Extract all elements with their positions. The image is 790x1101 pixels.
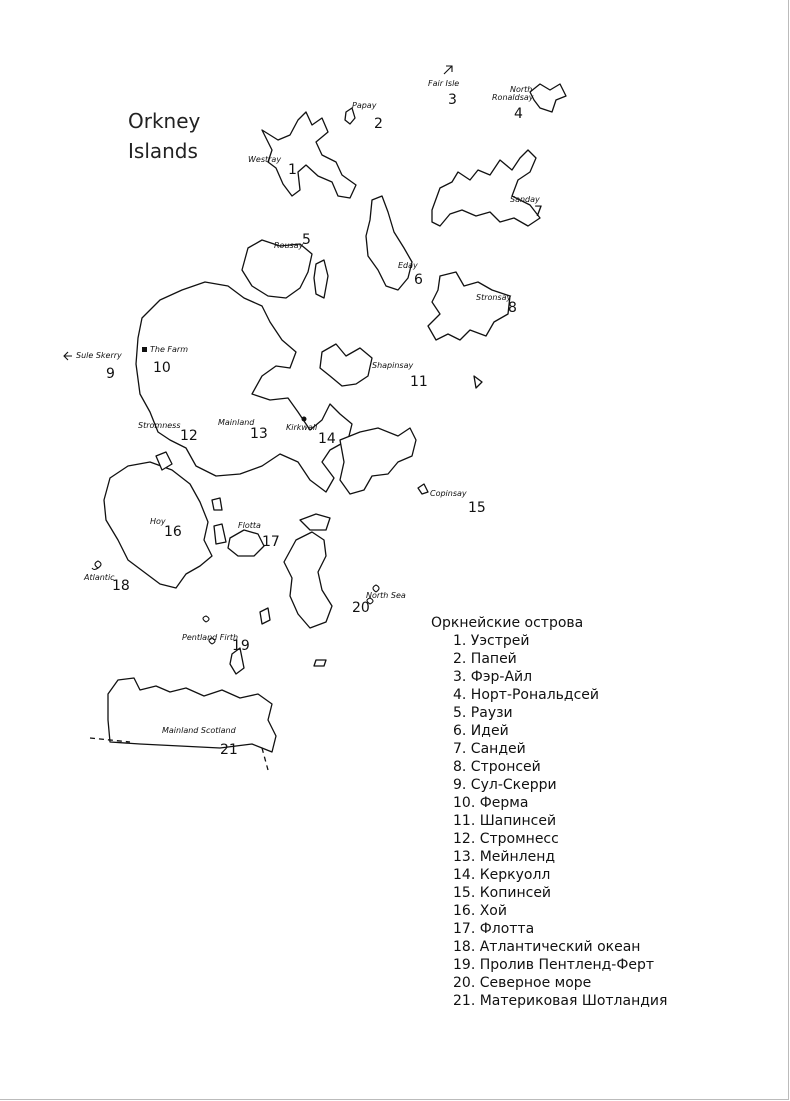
num-sule-skerry: 9 bbox=[106, 366, 115, 382]
atlantic-swirl-icon bbox=[92, 561, 101, 570]
num-hoy: 16 bbox=[164, 524, 182, 540]
legend-item: 11. Шапинсей bbox=[453, 813, 557, 829]
legend-item: 3. Фэр-Айл bbox=[453, 669, 533, 685]
scotland-dashed-east bbox=[262, 748, 268, 770]
num-mainland-scotland: 21 bbox=[220, 742, 238, 758]
kirkwall-marker-icon bbox=[302, 417, 307, 422]
label-kirkwall: Kirkwall bbox=[286, 423, 318, 432]
flotta-island bbox=[228, 530, 264, 556]
small-west-isle bbox=[214, 524, 226, 544]
label-north-ronaldsay-1: North bbox=[510, 85, 533, 94]
label-stronsay: Stronsay bbox=[476, 293, 512, 302]
small-south-isle bbox=[314, 660, 326, 666]
legend-list bbox=[431, 632, 667, 1010]
east-mainland bbox=[340, 428, 416, 494]
small-east-isle bbox=[474, 376, 482, 388]
num-eday: 6 bbox=[414, 272, 423, 288]
map-title-line1: Orkney bbox=[128, 109, 201, 133]
legend-item: 2. Папей bbox=[453, 651, 517, 667]
num-shapinsay: 11 bbox=[410, 374, 428, 390]
num-fair-isle: 3 bbox=[448, 92, 457, 108]
label-rousay: Rousay bbox=[274, 241, 304, 250]
label-the-farm: The Farm bbox=[150, 345, 189, 354]
legend-item: 8. Стронсей bbox=[453, 759, 541, 775]
label-sule-skerry: Sule Skerry bbox=[76, 351, 122, 360]
legend-item: 10. Ферма bbox=[453, 795, 529, 811]
legend-item: 6. Идей bbox=[453, 723, 509, 739]
label-flotta: Flotta bbox=[238, 521, 261, 530]
label-mainland: Mainland bbox=[218, 418, 255, 427]
legend-item: 14. Керкуолл bbox=[453, 867, 551, 883]
legend-item: 13. Мейнленд bbox=[453, 849, 556, 865]
label-copinsay: Copinsay bbox=[430, 489, 467, 498]
burray-island bbox=[300, 514, 330, 530]
num-sanday: 7 bbox=[534, 204, 543, 220]
fair-isle-arrow-icon bbox=[444, 66, 452, 74]
label-fair-isle: Fair Isle bbox=[428, 79, 460, 88]
label-pentland-firth: Pentland Firth bbox=[182, 633, 239, 642]
label-atlantic: Atlantic bbox=[84, 573, 115, 582]
num-the-farm: 10 bbox=[153, 360, 171, 376]
copinsay-island bbox=[418, 484, 428, 494]
num-westray: 1 bbox=[288, 162, 297, 178]
num-flotta: 17 bbox=[262, 534, 280, 550]
num-papay: 2 bbox=[374, 116, 383, 132]
legend-item: 4. Норт-Рональдсей bbox=[453, 687, 600, 703]
label-papay: Papay bbox=[352, 101, 377, 110]
small-isle bbox=[314, 260, 328, 298]
map-title-line2: Islands bbox=[128, 139, 198, 163]
label-stromness: Stromness bbox=[138, 421, 181, 430]
pentland-swirl-icon bbox=[203, 616, 209, 622]
shapinsay-island bbox=[320, 344, 372, 386]
legend-item: 16. Хой bbox=[453, 903, 507, 919]
eday-island bbox=[366, 196, 412, 290]
legend-item: 12. Стромнесс bbox=[453, 831, 559, 847]
legend-item: 9. Сул-Скерри bbox=[453, 777, 557, 793]
legend-title: Оркнейские острова bbox=[431, 615, 584, 631]
num-rousay: 5 bbox=[302, 232, 311, 248]
label-eday: Eday bbox=[398, 261, 418, 270]
label-north-ronaldsay-2: Ronaldsay bbox=[492, 93, 534, 102]
num-north-ronaldsay: 4 bbox=[514, 106, 523, 122]
legend-item: 7. Сандей bbox=[453, 741, 526, 757]
south-ronaldsay bbox=[284, 532, 332, 628]
num-atlantic: 18 bbox=[112, 578, 130, 594]
label-shapinsay: Shapinsay bbox=[372, 361, 414, 370]
legend-item: 21. Материковая Шотландия bbox=[453, 993, 668, 1009]
stronsay-island bbox=[428, 272, 510, 340]
num-copinsay: 15 bbox=[468, 500, 486, 516]
label-westray: Westray bbox=[248, 155, 282, 164]
farm-marker-icon bbox=[142, 347, 147, 352]
num-stromness: 12 bbox=[180, 428, 198, 444]
label-north-sea: North Sea bbox=[366, 591, 406, 600]
map-legend bbox=[431, 614, 667, 1010]
label-mainland-scotland: Mainland Scotland bbox=[162, 726, 236, 735]
legend-item: 17. Флотта bbox=[453, 921, 535, 937]
north-ronaldsay-island bbox=[530, 84, 566, 112]
mainland-scotland-coast bbox=[108, 678, 276, 752]
legend-item: 1. Уэстрей bbox=[453, 633, 530, 649]
legend-item: 18. Атлантический океан bbox=[453, 939, 641, 955]
small-south-isle bbox=[260, 608, 270, 624]
sanday-island bbox=[432, 150, 540, 226]
num-north-sea: 20 bbox=[352, 600, 370, 616]
legend-item: 19. Пролив Пентленд-Ферт bbox=[453, 957, 655, 973]
num-mainland: 13 bbox=[250, 426, 268, 442]
label-sanday: Sanday bbox=[510, 195, 540, 204]
legend-item: 5. Раузи bbox=[453, 705, 513, 721]
legend-item: 20. Северное море bbox=[453, 975, 592, 991]
label-hoy: Hoy bbox=[150, 517, 166, 526]
num-pentland-firth: 19 bbox=[232, 638, 250, 654]
num-kirkwall: 14 bbox=[318, 431, 336, 447]
papay-island bbox=[345, 108, 355, 124]
legend-item: 15. Копинсей bbox=[453, 885, 552, 901]
small-west-isle bbox=[212, 498, 222, 510]
num-stronsay: 8 bbox=[508, 300, 517, 316]
sule-skerry-arrow-icon bbox=[64, 352, 72, 360]
